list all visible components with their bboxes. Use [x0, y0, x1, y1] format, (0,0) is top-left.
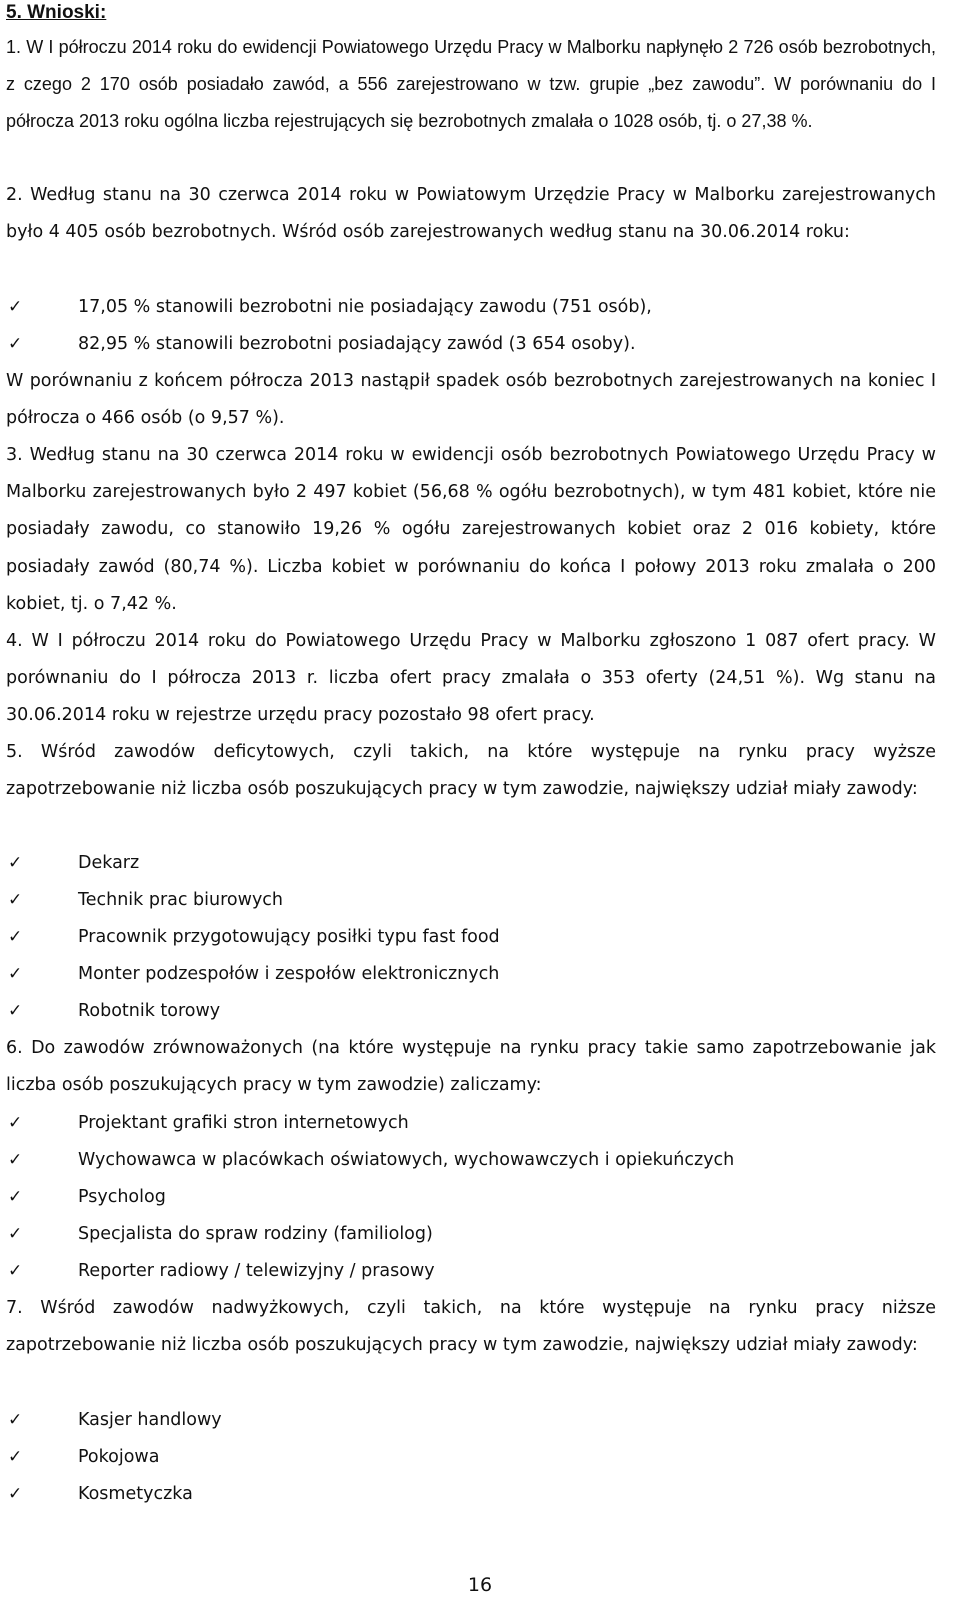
- checkmark-icon: ✓: [8, 334, 23, 354]
- checkmark-icon: ✓: [8, 964, 23, 984]
- checkmark-icon: ✓: [8, 1447, 23, 1467]
- paragraph-2-comparison: W porównaniu z końcem półrocza 2013 nastąpił spadek osób bezrobotnych zarejestrowanych na koniec I półrocza o 466 osób (o 9,57 %).: [6, 371, 936, 429]
- checkmark-icon: ✓: [8, 927, 23, 947]
- list-item: ✓ Pokojowa: [6, 1439, 159, 1476]
- paragraph-1: 1. W I półroczu 2014 roku do ewidencji Powiatowego Urzędu Pracy w Malborku napłynęło 2 726 osób bezrobotnych, z czego 2 170 osób posiadało zawód, a 556 zarejestrowano w tzw. grupie „bez zawodu”. W porównaniu do I półrocza 2013 roku ogólna liczba rejestrujących się bezrobotnych zmalała o 1028 osób, tj. o 27,38 %.: [6, 37, 936, 132]
- list-item: ✓ Robotnik torowy: [6, 993, 220, 1030]
- list-item: ✓ Monter podzespołów i zespołów elektronicznych: [6, 956, 499, 993]
- paragraph-3: 3. Według stanu na 30 czerwca 2014 roku w ewidencji osób bezrobotnych Powiatowego Urzędu Pracy w Malborku zarejestrowanych było 2 497 kobiet (56,68 % ogółu bezrobotnych), w tym 481 kobiet, które nie posiadały zawodu, co stanowiło 19,26 % ogółu zarejestrowanych kobiet oraz 2 016 kobiety, które posiadały zawód (80,74 %). Liczba kobiet w porównaniu do końca I połowy 2013 roku zmalała o 200 kobiet, tj. o 7,42 %.: [6, 445, 936, 614]
- list-item: ✓ Dekarz: [6, 845, 139, 882]
- list-item: ✓ Psycholog: [6, 1179, 166, 1216]
- list-item: ✓ Kasjer handlowy: [6, 1402, 222, 1439]
- checkmark-icon: ✓: [8, 890, 23, 910]
- paragraph-5: 5. Wśród zawodów deficytowych, czyli takich, na które występuje na rynku pracy wyższe zapotrzebowanie niż liczba osób poszukujących pracy w tym zawodzie, największy udział miały zawody:: [6, 742, 936, 800]
- checkmark-icon: ✓: [8, 1410, 23, 1430]
- list-item: ✓ Wychowawca w placówkach oświatowych, wychowawczych i opiekuńczych: [6, 1142, 734, 1179]
- list-item: ✓ Specjalista do spraw rodziny (familiolog): [6, 1216, 433, 1253]
- paragraph-4: 4. W I półroczu 2014 roku do Powiatowego Urzędu Pracy w Malborku zgłoszono 1 087 ofert pracy. W porównaniu do I półrocza 2013 r. liczba ofert pracy zmalała o 353 oferty (24,51 %). Wg stanu na 30.06.2014 roku w rejestrze urzędu pracy pozostało 98 ofert pracy.: [6, 631, 936, 726]
- checkmark-icon: ✓: [8, 1150, 23, 1170]
- checkmark-icon: ✓: [8, 853, 23, 873]
- page-number: 16: [467, 1574, 493, 1596]
- checkmark-icon: ✓: [8, 1484, 23, 1504]
- list-item: ✓ Pracownik przygotowujący posiłki typu fast food: [6, 919, 500, 956]
- list-item: ✓ Kosmetyczka: [6, 1476, 193, 1513]
- paragraph-2: 2. Według stanu na 30 czerwca 2014 roku w Powiatowym Urzędzie Pracy w Malborku zarejestrowanych było 4 405 osób bezrobotnych. Wśród osób zarejestrowanych według stanu na 30.06.2014 roku:: [6, 185, 936, 243]
- checkmark-icon: ✓: [8, 1261, 23, 1281]
- checkmark-icon: ✓: [8, 297, 23, 317]
- list-item: ✓ Technik prac biurowych: [6, 882, 283, 919]
- paragraph-6: 6. Do zawodów zrównoważonych (na które występuje na rynku pracy takie samo zapotrzebowanie jak liczba osób poszukujących pracy w tym zawodzie) zaliczamy:: [6, 1038, 936, 1096]
- checkmark-icon: ✓: [8, 1224, 23, 1244]
- list-item: ✓ Projektant grafiki stron internetowych: [6, 1105, 409, 1142]
- checkmark-icon: ✓: [8, 1001, 23, 1021]
- list-item: ✓ Reporter radiowy / telewizyjny / prasowy: [6, 1253, 435, 1290]
- checkmark-icon: ✓: [8, 1187, 23, 1207]
- checkmark-icon: ✓: [8, 1113, 23, 1133]
- list-item: ✓ 82,95 % stanowili bezrobotni posiadający zawód (3 654 osoby).: [6, 326, 636, 363]
- paragraph-7: 7. Wśród zawodów nadwyżkowych, czyli takich, na które występuje na rynku pracy niższe zapotrzebowanie niż liczba osób poszukujących pracy w tym zawodzie, największy udział miały zawody:: [6, 1298, 936, 1356]
- list-item: ✓ 17,05 % stanowili bezrobotni nie posiadający zawodu (751 osób),: [6, 289, 652, 326]
- section-heading: 5. Wnioski:: [6, 2, 107, 23]
